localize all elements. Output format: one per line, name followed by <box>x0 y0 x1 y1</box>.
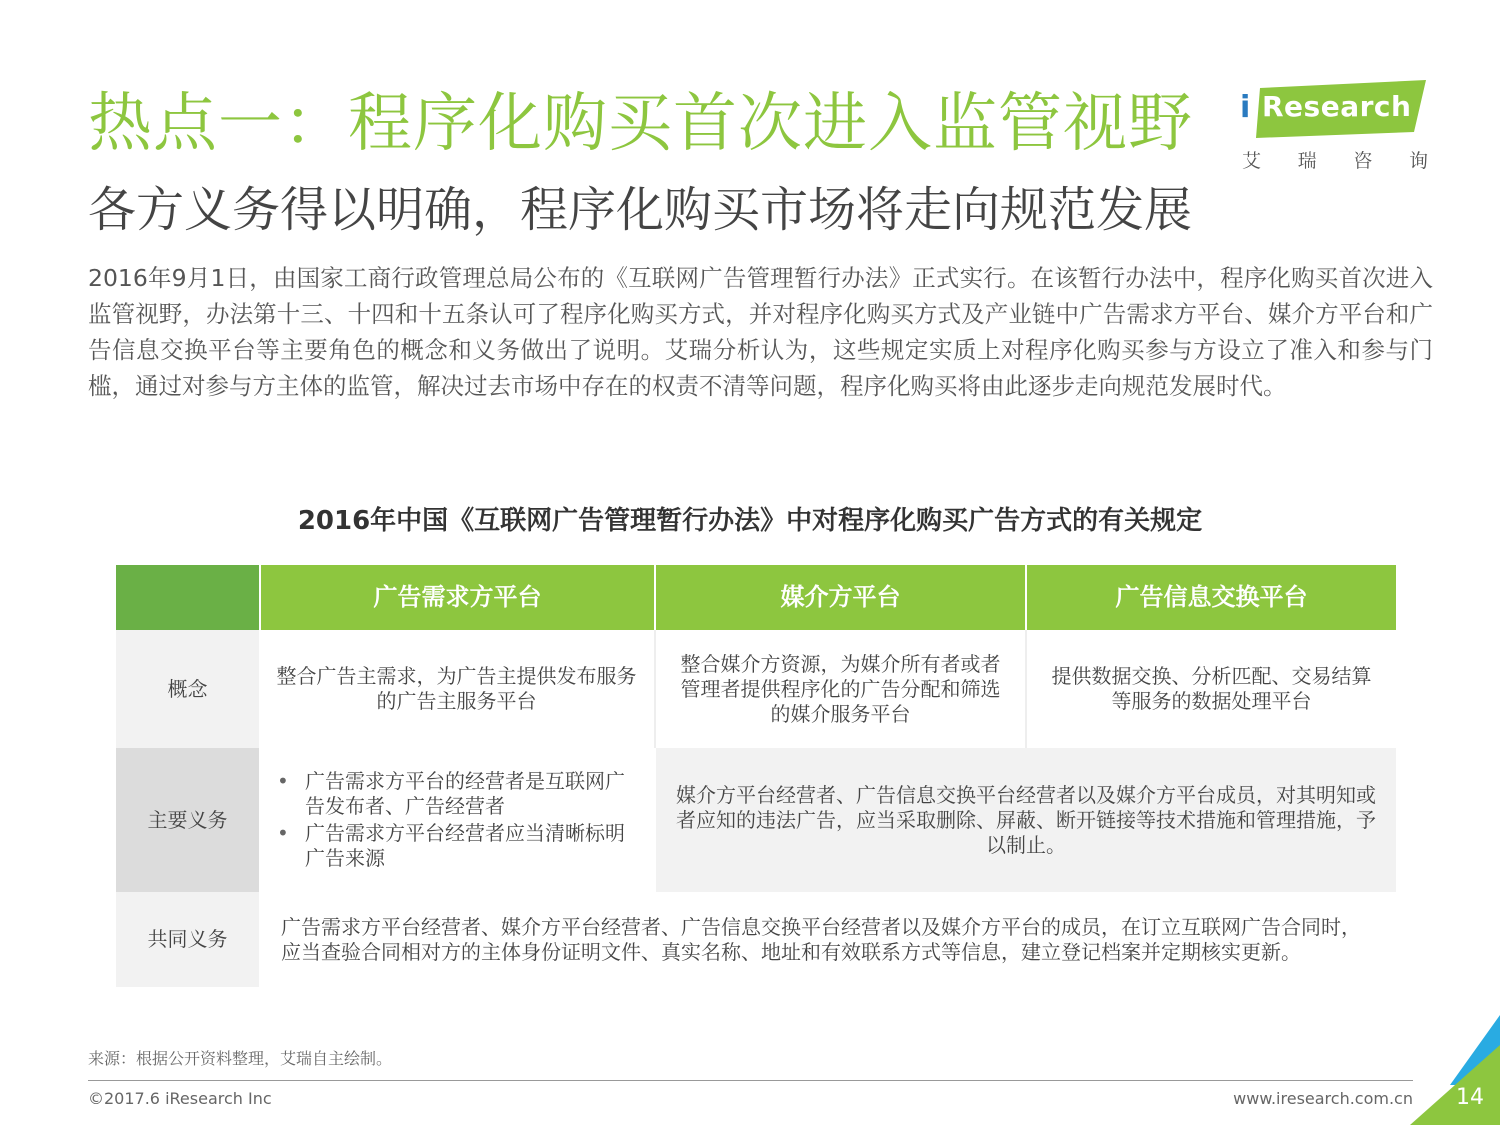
header-corner-cell <box>116 565 259 630</box>
logo-char: 咨 <box>1353 150 1373 172</box>
list-item: • 广告需求方平台的经营者是互联网广告发布者、广告经营者 <box>277 769 638 819</box>
intro-paragraph: 2016年9月1日，由国家工商行政管理总局公布的《互联网广告管理暂行办法》正式实行。在该暂行办法中，程序化购买首次进入监管视野，办法第十三、十四和十五条认可了程序化购买方式，并对程序化购买方式及产业链中广告需求方平台、媒介方平台和广告信息交换平台等主要角色的概念和义务做出了说明。艾瑞分析认为，这些规定实质上对程序化购买参与方设立了准入和参与门槛，通过对参与方主体的监管，解决过去市场中存在的权责不清等问题，程序化购买将由此逐步走向规范发展时代。 <box>88 264 1433 400</box>
logo-brand-text: Research <box>1262 90 1412 123</box>
row-label-main-duty: 主要义务 <box>116 748 259 892</box>
logo-i-letter: i <box>1240 90 1251 125</box>
footer-divider <box>88 1080 1413 1081</box>
row-label-concept: 概念 <box>116 630 259 748</box>
table-row-concept <box>116 630 1396 748</box>
website-url: www.iresearch.com.cn <box>1233 1089 1413 1108</box>
list-item: • 广告需求方平台经营者应当清晰标明广告来源 <box>277 821 638 871</box>
row-label-common-duty: 共同义务 <box>116 892 259 987</box>
header-dsp: 广告需求方平台 <box>259 565 654 630</box>
dsp-duty-list <box>277 767 638 873</box>
concept-exchange-cell: 提供数据交换、分析匹配、交易结算等服务的数据处理平台 <box>1025 630 1396 748</box>
logo-char: 艾 <box>1242 150 1262 172</box>
page-title: 热点一：程序化购买首次进入监管视野 <box>88 87 1193 161</box>
regulation-table <box>116 565 1396 987</box>
logo-char: 询 <box>1408 150 1428 172</box>
page-number: 14 <box>1456 1085 1484 1110</box>
logo-chinese-name <box>1242 146 1428 173</box>
header-media-platform: 媒介方平台 <box>654 565 1025 630</box>
table-title: 2016年中国《互联网广告管理暂行办法》中对程序化购买广告方式的有关规定 <box>297 506 1203 536</box>
copyright-text: ©2017.6 iResearch Inc <box>88 1089 272 1108</box>
logo-char: 瑞 <box>1297 150 1317 172</box>
main-duty-dsp-cell <box>259 748 654 892</box>
header-ad-exchange: 广告信息交换平台 <box>1025 565 1396 630</box>
table-row-common-duty <box>116 892 1396 987</box>
concept-media-cell: 整合媒介方资源，为媒介所有者或者管理者提供程序化的广告分配和筛选的媒介服务平台 <box>654 630 1025 748</box>
main-duty-media-exchange-cell: 媒介方平台经营者、广告信息交换平台经营者以及媒介方平台成员，对其明知或者应知的违法广告，应当采取删除、屏蔽、断开链接等技术措施和管理措施，予以制止。 <box>654 748 1396 892</box>
concept-dsp-cell: 整合广告主需求，为广告主提供发布服务的广告主服务平台 <box>259 630 654 748</box>
table-row-main-duty <box>116 748 1396 892</box>
source-note: 来源：根据公开资料整理，艾瑞自主绘制。 <box>88 1049 393 1068</box>
corner-decoration-icon <box>1410 1015 1500 1125</box>
table-header-row <box>116 565 1396 630</box>
page-subtitle: 各方义务得以明确，程序化购买市场将走向规范发展 <box>88 182 1193 238</box>
common-duty-cell: 广告需求方平台经营者、媒介方平台经营者、广告信息交换平台经营者以及媒介方平台的成员，在订立互联网广告合同时，应当查验合同相对方的主体身份证明文件、真实名称、地址和有效联系方式等信息，建立登记档案并定期核实更新。 <box>259 892 1396 987</box>
iresearch-logo <box>1238 80 1428 172</box>
